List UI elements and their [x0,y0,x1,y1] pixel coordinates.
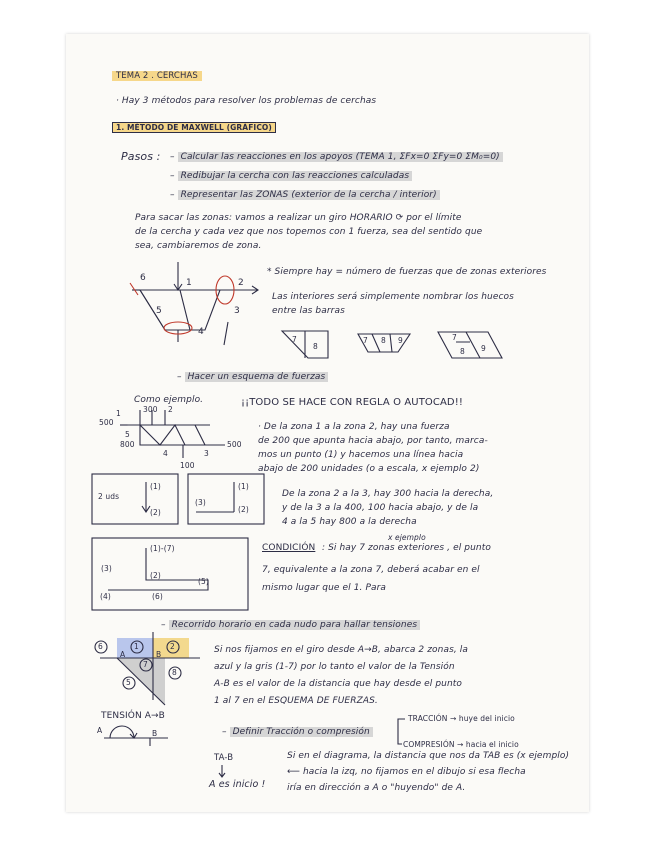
steps-label: Pasos : [121,150,161,163]
box-label: (3) [195,498,206,507]
mini-zone-label: 9 [398,336,403,345]
condition-label: CONDICIÓN [262,543,316,553]
condition-line: mismo lugar que el 1. Para [262,583,387,593]
mini-zone-label: 9 [481,344,486,353]
section2-paragraph-line: · De la zona 1 a la zona 2, hay una fuerza [258,422,450,432]
box-label: (1)-(7) [150,544,175,553]
traccion-note: TRACCIÓN → huye del inicio [408,714,515,723]
zone-circle-label: 1 [116,409,121,418]
section2-paragraph2-line: De la zona 2 a la 3, hay 300 hacia la derecha, [282,489,494,499]
box-label: (4) [100,592,111,601]
section4-paragraph-line: iría en dirección a A o "huyendo" de A. [287,783,466,793]
step-3: – Representar las ZONAS (exterior de la cercha / interior) [170,190,440,200]
zones-paragraph-line: Para sacar las zonas: vamos a realizar un giro HORARIO ⟳ por el límite [135,213,462,223]
topic-title: TEMA 2 . CERCHAS [112,71,202,81]
mini-zone-label: 8 [460,347,465,356]
condition-line: 7, equivalente a la zona 7, deberá acabar en el [262,565,480,575]
force-value: 100 [180,461,195,470]
node-zone-label: 6 [98,642,103,651]
mini-zone-label: 7 [292,335,297,344]
step-3-text: Representar las ZONAS (exterior de la cercha / interior) [178,190,440,200]
compresion-note: COMPRESIÓN → hacia el inicio [403,740,519,749]
section-title: – Recorrido horario en cada nudo para hallar tensiones [161,620,420,630]
section-title-text: Hacer un esquema de fuerzas [185,372,329,382]
condition-line: : Si hay 7 zonas exteriores , el punto [322,543,491,553]
force-value: 300 [143,405,158,414]
section2-paragraph-line: abajo de 200 unidades (o a escala, x ejemplo 2) [258,464,480,474]
point-label: B [152,729,158,738]
zone-circle-label: 3 [204,449,209,458]
box-label: (2) [238,505,249,514]
node-point-label: B [156,650,162,659]
zone-label: 5 [156,306,162,316]
zone-circle-label: 4 [163,449,168,458]
box-label: (1) [150,482,161,491]
step-1: – Calcular las reacciones en los apoyos (TEMA 1, ΣFx=0 ΣFy=0 ΣM₀=0) [170,152,503,162]
tab-label: TA-B [214,753,234,763]
section-title-text: Recorrido horario en cada nudo para hallar tensiones [169,620,421,630]
box-label: (2) [150,571,161,580]
node-zone-label: 8 [172,668,177,677]
zones-note-line: Las interiores será simplemente nombrar los huecos [272,292,514,302]
zones-paragraph-line: de la cercha y cada vez que nos topemos con 1 fuerza, sea del sentido que [135,227,483,237]
mini-zone-label: 7 [363,336,368,345]
point-label: A [97,726,103,735]
zone-label: 1 [186,278,192,288]
node-zone-label: 1 [134,642,139,651]
zone-circle-label: 5 [125,430,130,439]
zones-note-line: entre las barras [272,306,345,316]
section2-paragraph-line: de 200 que apunta hacia abajo, por tanto, marca- [258,436,488,446]
box-label: (1) [238,482,249,491]
zone-label: 3 [234,306,240,316]
zone-label: 4 [198,327,204,337]
zones-note-line: * Siempre hay = número de fuerzas que de zonas exteriores [267,267,547,277]
inicio-label: A es inicio ! [209,779,266,790]
step-2-text: Redibujar la cercha con las reacciones calculadas [178,171,413,181]
box-label: 2 uds [98,492,120,501]
section-title-text: Definir Tracción o compresión [230,727,373,737]
section2-paragraph-line: mos un punto (1) y hacemos una línea hacia [258,450,464,460]
node-zone-label: 7 [143,660,148,669]
section4-paragraph-line: Si en el diagrama, la distancia que nos da TAB es (x ejemplo) [287,751,570,761]
section-title: – Hacer un esquema de fuerzas [177,372,328,382]
zones-paragraph-line: sea, cambiaremos de zona. [135,241,262,251]
section2-paragraph2-line: 4 a la 5 hay 800 a la derecha [282,517,417,527]
method-title: 1. MÉTODO DE MAXWELL (GRÁFICO) [112,122,276,133]
condition-note: x ejemplo [388,533,426,542]
emphasis-text: ¡¡TODO SE HACE CON REGLA O AUTOCAD!! [241,397,463,408]
node-zone-label: 2 [170,642,175,651]
intro-line: · Hay 3 métodos para resolver los problemas de cerchas [116,96,377,106]
zone-circle-label: 2 [168,405,173,414]
force-value: 500 [99,418,114,427]
step-1-text: Calcular las reacciones en los apoyos (TEMA 1, ΣFx=0 ΣFy=0 ΣM₀=0) [178,152,503,162]
mini-zone-label: 8 [381,336,386,345]
node-zone-label: 5 [126,678,131,687]
section3-paragraph-line: A-B es el valor de la distancia que hay desde el punto [214,679,463,689]
mini-zone-label: 8 [313,342,318,351]
section-title: – Definir Tracción o compresión [222,727,373,737]
section3-paragraph-line: Si nos fijamos en el giro desde A→B, abarca 2 zonas, la [214,645,468,655]
section3-paragraph-line: 1 al 7 en el ESQUEMA DE FUERZAS. [214,696,378,706]
zone-label: 2 [238,278,244,288]
force-value: 800 [120,440,135,449]
step-2: – Redibujar la cercha con las reacciones calculadas [170,171,412,181]
box-label: (6) [152,592,163,601]
section4-paragraph-line: ⟵ hacia la izq, no fijamos en el dibujo si esa flecha [287,767,526,777]
section3-paragraph-line: azul y la gris (1-7) por lo tanto el valor de la Tensión [214,662,455,672]
box-label: (5) [198,577,209,586]
box-label: (2) [150,508,161,517]
tension-label: TENSIÓN A→B [101,711,165,721]
zone-label: 6 [140,273,146,283]
mini-zone-label: 7 [452,333,457,342]
node-point-label: A [120,650,126,659]
force-value: 500 [227,440,242,449]
box-label: (3) [101,564,112,573]
example-label: Como ejemplo. [134,395,204,405]
section2-paragraph2-line: y de la 3 a la 400, 100 hacia abajo, y de la [282,503,479,513]
